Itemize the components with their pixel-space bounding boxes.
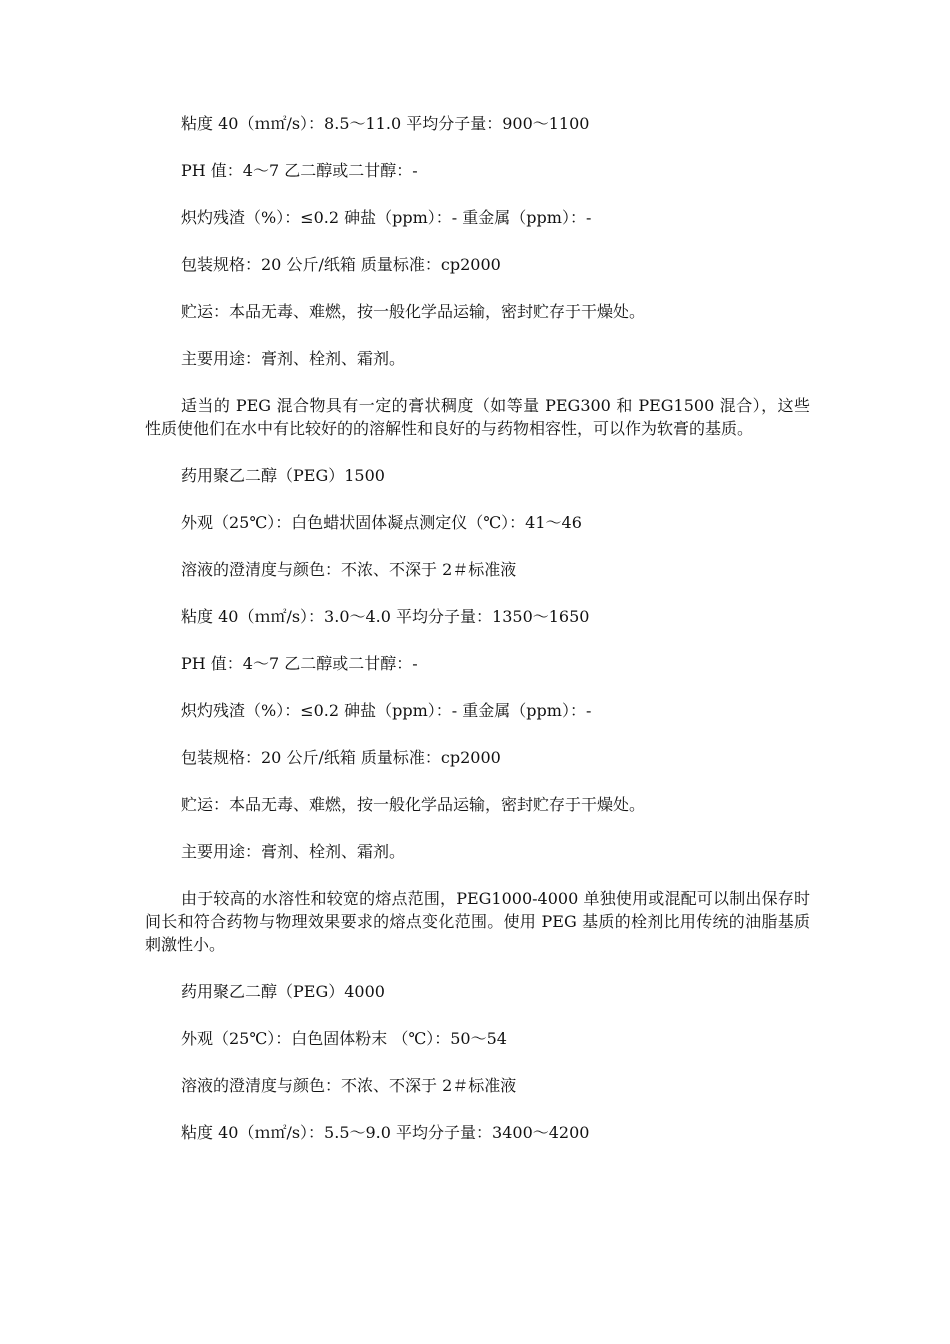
storage-line-peg1000: 贮运：本品无毒、难燃，按一般化学品运输，密封贮存于干燥处。 bbox=[181, 302, 646, 321]
clarity-line-peg4000: 溶液的澄清度与颜色：不浓、不深于 2＃标准液 bbox=[181, 1076, 517, 1095]
residue-line-peg1500: 炽灼残渣（%）：≤0.2 砷盐（ppm）：- 重金属（ppm）：- bbox=[181, 701, 592, 720]
viscosity-line-peg1500: 粘度 40（ｍ㎡/s）：3.0～4.0 平均分子量：1350～1650 bbox=[181, 607, 590, 626]
suppository-paragraph: 由于较高的水溶性和较宽的熔点范围，PEG1000-4000 单独使用或混配可以制出保存时间长和符合药物与物理效果要求的熔点变化范围。使用 PEG 基质的栓剂比用传统的油脂基质刺激性小。 bbox=[145, 889, 810, 954]
ointment-paragraph: 适当的 PEG 混合物具有一定的膏状稠度（如等量 PEG300 和 PEG1500 混合），这些性质使他们在水中有比较好的的溶解性和良好的与药物相容性，可以作为软膏的基质。 bbox=[145, 396, 810, 438]
ph-line-peg1500: PH 值：4～7 乙二醇或二甘醇：- bbox=[181, 654, 418, 673]
clarity-line-peg1500: 溶液的澄清度与颜色：不浓、不深于 2＃标准液 bbox=[181, 560, 517, 579]
usage-line-peg1500: 主要用途：膏剂、栓剂、霜剂。 bbox=[181, 842, 406, 861]
storage-line-peg1500: 贮运：本品无毒、难燃，按一般化学品运输，密封贮存于干燥处。 bbox=[181, 795, 646, 814]
document-body bbox=[145, 112, 810, 1168]
viscosity-line-peg4000: 粘度 40（ｍ㎡/s）：5.5～9.0 平均分子量：3400～4200 bbox=[181, 1123, 590, 1142]
appearance-line-peg4000: 外观（25℃）：白色固体粉末 （℃）：50～54 bbox=[181, 1029, 507, 1048]
appearance-line-peg1500: 外观（25℃）：白色蜡状固体凝点测定仪（℃）：41～46 bbox=[181, 513, 582, 532]
packaging-line-peg1500: 包装规格：20 公斤/纸箱 质量标准：cp2000 bbox=[181, 748, 501, 767]
section-heading-peg4000: 药用聚乙二醇（PEG）4000 bbox=[181, 982, 385, 1001]
usage-line-peg1000: 主要用途：膏剂、栓剂、霜剂。 bbox=[181, 349, 406, 368]
viscosity-line-peg1000: 粘度 40（ｍ㎡/s）：8.5～11.0 平均分子量：900～1100 bbox=[181, 114, 590, 133]
residue-line-peg1000: 炽灼残渣（%）：≤0.2 砷盐（ppm）：- 重金属（ppm）：- bbox=[181, 208, 592, 227]
section-heading-peg1500: 药用聚乙二醇（PEG）1500 bbox=[181, 466, 385, 485]
packaging-line-peg1000: 包装规格：20 公斤/纸箱 质量标准：cp2000 bbox=[181, 255, 501, 274]
ph-line-peg1000: PH 值：4～7 乙二醇或二甘醇：- bbox=[181, 161, 418, 180]
